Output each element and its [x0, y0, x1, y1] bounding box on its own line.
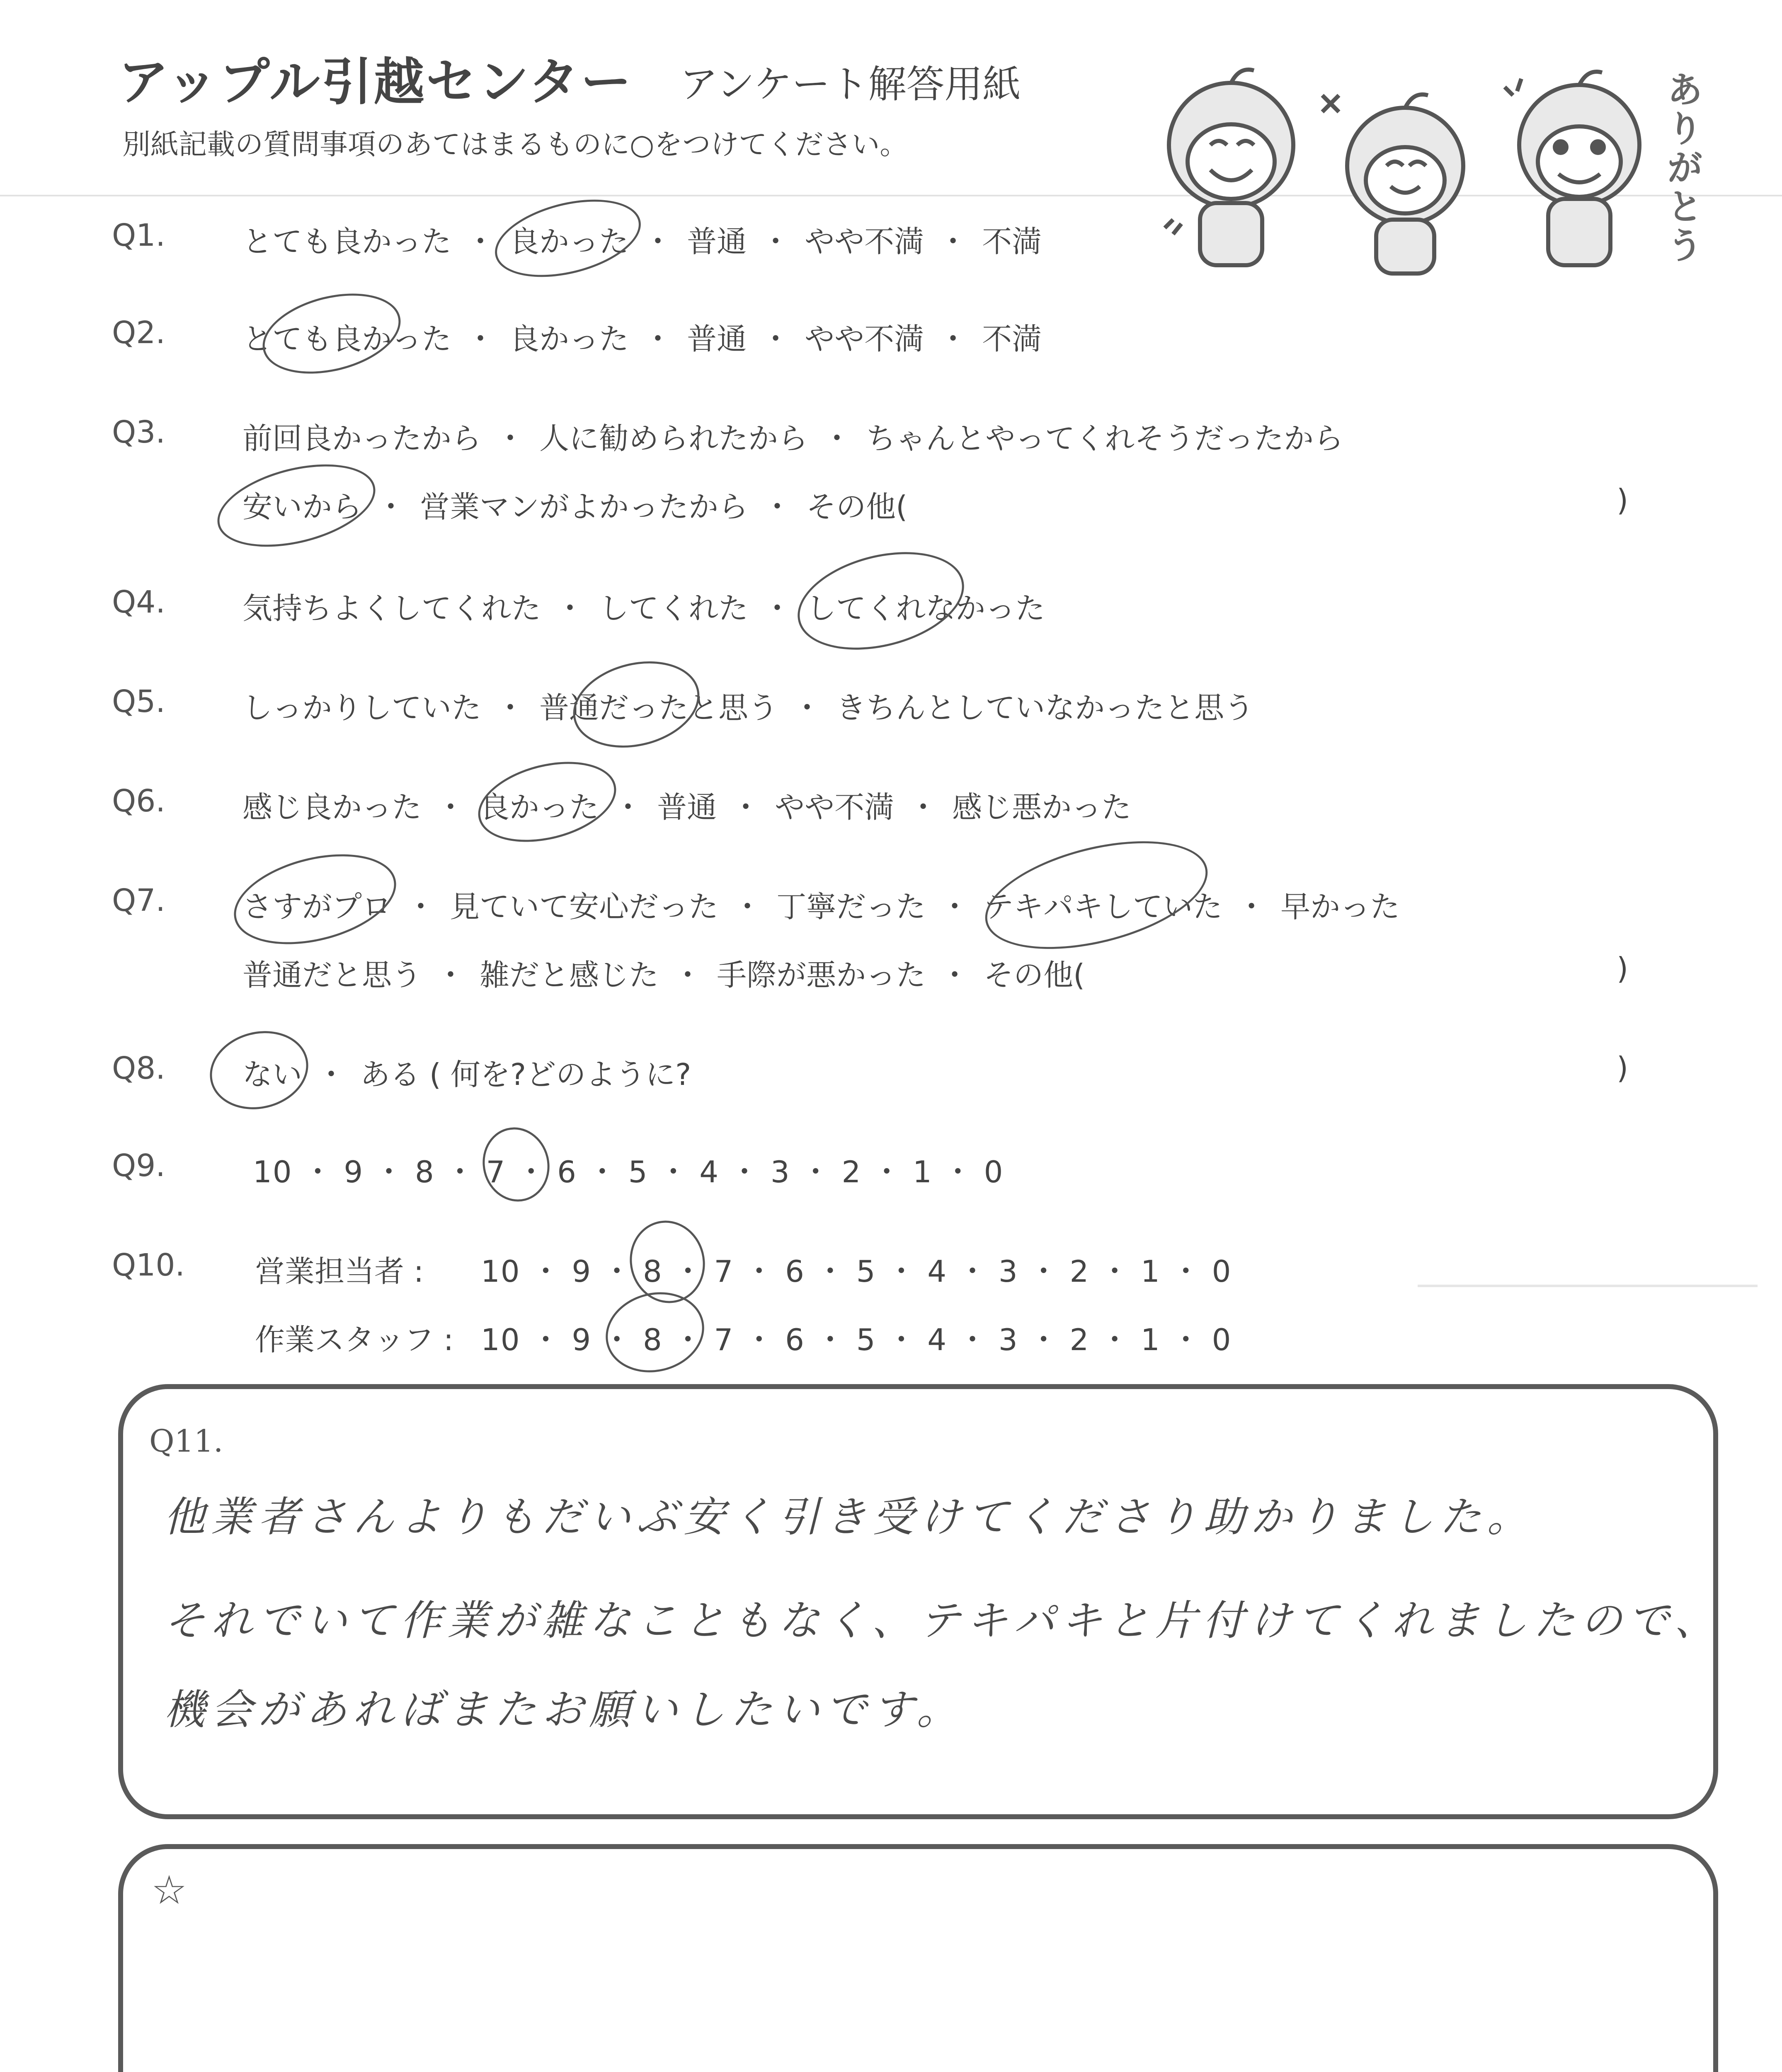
q5-option[interactable]: しっかりしていた: [242, 690, 482, 725]
q10-number: Q10.: [112, 1247, 185, 1283]
q5-number: Q5.: [112, 684, 165, 719]
q4-number: Q4.: [112, 584, 165, 620]
q5-options: しっかりしていた ・ 普通だったと思う ・ きちんとしていなかったと思う: [242, 690, 1254, 725]
q7-number: Q7.: [112, 883, 165, 918]
q3-option[interactable]: ちゃんとやってくれそうだったから: [866, 421, 1344, 456]
q2-option[interactable]: とても良かった: [242, 322, 452, 356]
q4-option[interactable]: 気持ちよくしてくれた: [242, 591, 541, 626]
q1-option[interactable]: とても良かった: [242, 224, 452, 259]
q1-option[interactable]: 不満: [982, 224, 1042, 259]
q3-options-line2: 安いから ・ 営業マンがよかったから ・ その他(: [242, 489, 908, 524]
q2-options: とても良かった ・ 良かった ・ 普通 ・ やや不満 ・ 不満: [242, 322, 1042, 356]
instruction-text: 別紙記載の質問事項のあてはまるものに○をつけてください。: [122, 128, 908, 161]
q3-option[interactable]: 人に勧められたから: [539, 421, 808, 456]
q8-selection-mark: [201, 1021, 317, 1120]
q5-selection-mark: [564, 649, 708, 760]
q7-option[interactable]: 丁寧だった: [776, 889, 926, 924]
q6-number: Q6.: [112, 783, 165, 819]
q7-options-line2: 普通だと思う ・ 雑だと感じた ・ 手際が悪かった ・ その他(: [242, 958, 1085, 992]
q7-option[interactable]: テキパキしていた: [984, 889, 1223, 924]
q2-number: Q2.: [112, 315, 165, 351]
q6-option[interactable]: 感じ悪かった: [952, 790, 1132, 825]
thanks-text: ありがとう: [1661, 70, 1704, 265]
monkey-left: [1165, 70, 1293, 265]
q6-options: 感じ良かった ・ 良かった ・ 普通 ・ やや不満 ・ 感じ悪かった: [242, 790, 1132, 825]
q11-comment-line: それでいて作業が雑なこともなく、テキパキと片付けてくれましたので、: [164, 1596, 1721, 1645]
star-comment-box[interactable]: [118, 1844, 1718, 2072]
q3-number: Q3.: [112, 414, 165, 450]
q11-comment-line: 機会があればまたお願いしたいです。: [164, 1685, 964, 1734]
q3-option[interactable]: 前回良かったから: [242, 421, 482, 456]
q4-selection-mark: [787, 536, 974, 666]
q7-option[interactable]: 早かった: [1280, 889, 1400, 924]
q7-option[interactable]: 見ていて安心だった: [450, 889, 719, 924]
q2-option[interactable]: 普通: [687, 322, 747, 356]
q3-option[interactable]: 営業マンがよかったから: [420, 489, 749, 524]
q6-option[interactable]: やや不満: [775, 790, 895, 825]
q7-option[interactable]: 雑だと感じた: [480, 958, 659, 992]
q11-comment-line: 他業者さんよりもだいぶ安く引き受けてくださり助かりました。: [164, 1493, 1534, 1541]
q2-option[interactable]: 良かった: [509, 322, 629, 356]
q10-staff-selection-mark: [597, 1282, 713, 1382]
q5-option[interactable]: きちんとしていなかったと思う: [836, 690, 1254, 725]
q11-label: Q11.: [149, 1423, 223, 1459]
q3-selection-mark: [209, 450, 384, 561]
q1-option[interactable]: 良かった: [509, 224, 629, 259]
q8-options: ない ・ ある ( 何を?どのように?: [242, 1057, 691, 1092]
q2-selection-mark: [254, 281, 409, 387]
q7-selection-mark-1: [225, 839, 406, 960]
q3-options-line1: 前回良かったから ・ 人に勧められたから ・ ちゃんとやってくれそうだったから: [242, 421, 1344, 456]
q8-number: Q8.: [112, 1051, 165, 1086]
q4-option[interactable]: してくれなかった: [806, 591, 1045, 626]
q1-option[interactable]: 普通: [687, 224, 747, 259]
q6-option[interactable]: 感じ良かった: [242, 790, 422, 825]
company-name: アップル引越センター: [118, 53, 633, 111]
monkey-right: [1505, 72, 1639, 265]
star-icon: ☆: [151, 1867, 187, 1913]
q4-options: 気持ちよくしてくれた ・ してくれた ・ してくれなかった: [242, 591, 1045, 626]
monkey-middle: [1322, 94, 1463, 274]
q8-option[interactable]: ない: [242, 1057, 303, 1092]
monkey-mascots-illustration: [1148, 62, 1687, 278]
q9-scale[interactable]: 10 ・ 9 ・ 8 ・ 7 ・ 6 ・ 5 ・ 4 ・ 3 ・ 2 ・ 1 ・ 0: [253, 1155, 1004, 1189]
q1-selection-mark: [487, 186, 649, 290]
q7-option[interactable]: その他(: [984, 958, 1085, 992]
q2-option[interactable]: やや不満: [805, 322, 924, 356]
q3-close-paren: ): [1617, 483, 1629, 518]
q5-option[interactable]: 普通だったと思う: [539, 690, 778, 725]
q9-number: Q9.: [112, 1148, 165, 1184]
q6-option[interactable]: 良かった: [480, 790, 599, 825]
q6-option[interactable]: 普通: [657, 790, 717, 825]
q1-options: とても良かった ・ 良かった ・ 普通 ・ やや不満 ・ 不満: [242, 224, 1042, 259]
q9-selection-mark: [475, 1120, 558, 1208]
q10-staff-label: 作業スタッフ :: [255, 1322, 454, 1357]
q7-option[interactable]: さすがプロ: [242, 889, 392, 924]
q7-close-paren: ): [1617, 951, 1629, 986]
q4-option[interactable]: してくれた: [599, 591, 749, 626]
q7-option[interactable]: 手際が悪かった: [717, 958, 926, 992]
q10-staff-scale[interactable]: 10 ・ 9 ・ 8 ・ 7 ・ 6 ・ 5 ・ 4 ・ 3 ・ 2 ・ 1 ・ 0: [481, 1322, 1232, 1357]
q8-option[interactable]: ある ( 何を?どのように?: [360, 1057, 691, 1092]
document-title: アンケート解答用紙: [680, 62, 1021, 107]
q7-options-line1: さすがプロ ・ 見ていて安心だった ・ 丁寧だった ・ テキパキしていた ・ 早かった: [242, 889, 1400, 924]
scan-artifact-line: [1418, 1285, 1758, 1287]
q3-option[interactable]: 安いから: [242, 489, 362, 524]
q7-selection-mark-2: [974, 821, 1218, 969]
q7-option[interactable]: 普通だと思う: [242, 958, 422, 992]
q1-number: Q1.: [112, 218, 165, 253]
q8-close-paren: ): [1617, 1051, 1629, 1085]
q10-sales-scale[interactable]: 10 ・ 9 ・ 8 ・ 7 ・ 6 ・ 5 ・ 4 ・ 3 ・ 2 ・ 1 ・ 0: [481, 1254, 1232, 1289]
q3-option[interactable]: その他(: [806, 489, 908, 524]
q10-sales-label: 営業担当者 :: [255, 1254, 424, 1289]
q1-option[interactable]: やや不満: [805, 224, 924, 259]
q2-option[interactable]: 不満: [982, 322, 1042, 356]
q6-selection-mark: [470, 749, 624, 855]
